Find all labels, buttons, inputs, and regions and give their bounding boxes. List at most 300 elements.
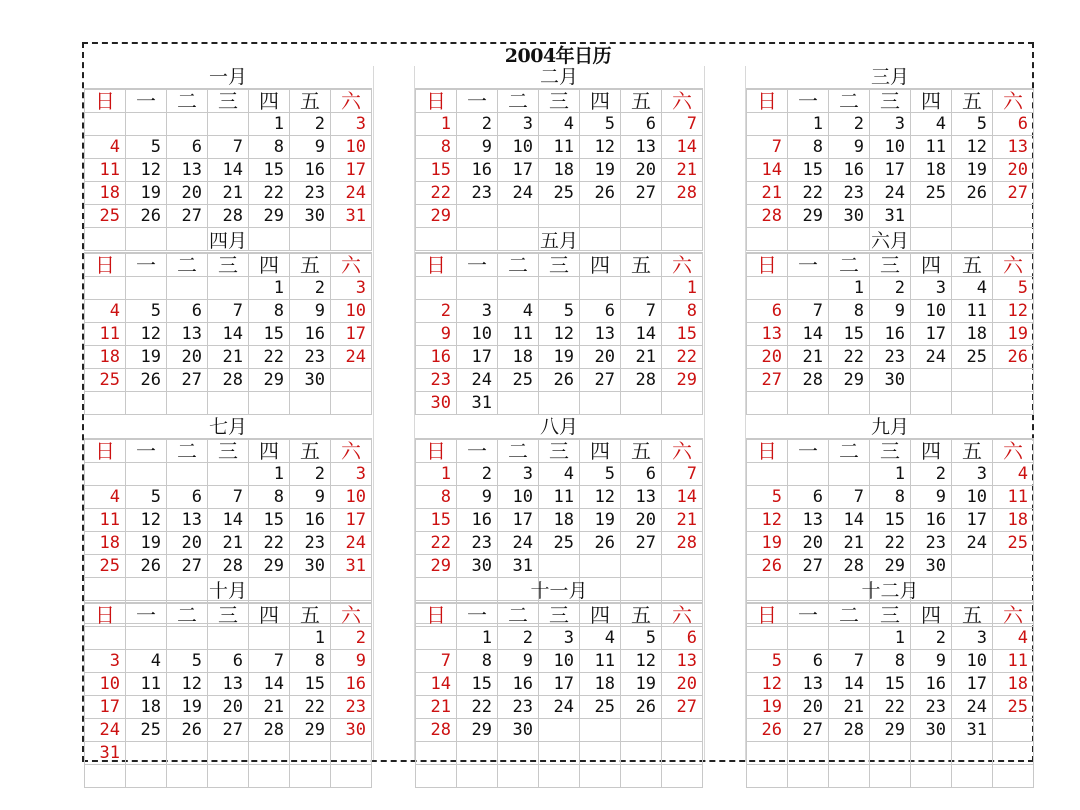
day-cell: 30 bbox=[290, 555, 331, 578]
weekday-label: 四 bbox=[911, 604, 952, 627]
weekday-label: 五 bbox=[621, 604, 662, 627]
day-cell: 12 bbox=[747, 673, 788, 696]
day-cell: 15 bbox=[788, 159, 829, 182]
day-cell: 25 bbox=[126, 719, 167, 742]
day-cell bbox=[621, 277, 662, 300]
week-row bbox=[85, 300, 372, 323]
day-cell: 19 bbox=[126, 182, 167, 205]
day-cell: 16 bbox=[331, 673, 372, 696]
day-cell: 12 bbox=[126, 509, 167, 532]
day-cell: 13 bbox=[580, 323, 621, 346]
day-cell: 28 bbox=[208, 205, 249, 228]
week-row bbox=[747, 346, 1034, 369]
day-cell: 22 bbox=[870, 696, 911, 719]
day-cell bbox=[911, 742, 952, 765]
weekday-label: 六 bbox=[662, 90, 703, 113]
day-cell bbox=[167, 463, 208, 486]
day-cell: 5 bbox=[993, 277, 1034, 300]
week-row bbox=[747, 509, 1034, 532]
week-row bbox=[416, 369, 703, 392]
day-cell: 5 bbox=[952, 113, 993, 136]
day-cell: 20 bbox=[993, 159, 1034, 182]
day-cell: 6 bbox=[167, 136, 208, 159]
day-cell: 21 bbox=[662, 159, 703, 182]
day-cell: 10 bbox=[952, 650, 993, 673]
weekday-label: 一 bbox=[457, 90, 498, 113]
week-row bbox=[85, 532, 372, 555]
day-cell bbox=[952, 392, 993, 415]
day-cell: 31 bbox=[498, 555, 539, 578]
day-cell: 6 bbox=[580, 300, 621, 323]
day-cell: 15 bbox=[662, 323, 703, 346]
day-cell: 17 bbox=[498, 159, 539, 182]
week-row bbox=[747, 673, 1034, 696]
day-cell: 9 bbox=[911, 486, 952, 509]
day-cell: 2 bbox=[911, 463, 952, 486]
day-cell bbox=[993, 555, 1034, 578]
day-cell: 15 bbox=[249, 159, 290, 182]
day-cell: 7 bbox=[829, 650, 870, 673]
day-cell bbox=[290, 742, 331, 765]
weekday-label: 三 bbox=[208, 604, 249, 627]
day-cell: 4 bbox=[993, 627, 1034, 650]
weekday-label: 一 bbox=[788, 604, 829, 627]
day-cell: 17 bbox=[457, 346, 498, 369]
day-cell bbox=[167, 277, 208, 300]
weekday-header-row bbox=[416, 440, 703, 463]
day-cell bbox=[126, 463, 167, 486]
day-cell: 9 bbox=[416, 323, 457, 346]
day-cell bbox=[126, 742, 167, 765]
weekday-label: 六 bbox=[331, 440, 372, 463]
week-row bbox=[747, 555, 1034, 578]
day-cell bbox=[911, 765, 952, 788]
week-row bbox=[85, 650, 372, 673]
day-cell: 24 bbox=[911, 346, 952, 369]
day-cell: 9 bbox=[457, 136, 498, 159]
day-cell: 15 bbox=[829, 323, 870, 346]
day-cell: 10 bbox=[85, 673, 126, 696]
day-cell: 10 bbox=[498, 136, 539, 159]
week-row bbox=[416, 300, 703, 323]
day-cell: 8 bbox=[457, 650, 498, 673]
day-cell: 17 bbox=[539, 673, 580, 696]
day-cell bbox=[580, 392, 621, 415]
weekday-label: 二 bbox=[829, 440, 870, 463]
day-cell bbox=[870, 392, 911, 415]
day-cell: 5 bbox=[580, 463, 621, 486]
day-cell: 16 bbox=[416, 346, 457, 369]
day-cell: 21 bbox=[208, 182, 249, 205]
day-cell: 15 bbox=[870, 673, 911, 696]
day-cell bbox=[539, 205, 580, 228]
day-cell: 10 bbox=[952, 486, 993, 509]
day-cell: 30 bbox=[829, 205, 870, 228]
weekday-label: 四 bbox=[580, 604, 621, 627]
day-cell bbox=[580, 205, 621, 228]
day-cell: 26 bbox=[952, 182, 993, 205]
day-cell bbox=[85, 277, 126, 300]
day-cell: 13 bbox=[662, 650, 703, 673]
month-title: 一月 bbox=[84, 66, 372, 89]
day-cell: 5 bbox=[126, 486, 167, 509]
day-cell bbox=[952, 555, 993, 578]
day-cell: 26 bbox=[747, 719, 788, 742]
day-cell: 24 bbox=[952, 532, 993, 555]
day-cell: 7 bbox=[249, 650, 290, 673]
day-cell: 23 bbox=[290, 182, 331, 205]
day-cell: 11 bbox=[580, 650, 621, 673]
week-row bbox=[747, 742, 1034, 765]
day-cell: 4 bbox=[539, 113, 580, 136]
day-cell: 25 bbox=[580, 696, 621, 719]
day-cell: 16 bbox=[911, 673, 952, 696]
day-cell bbox=[208, 463, 249, 486]
day-cell: 24 bbox=[870, 182, 911, 205]
weekday-label: 五 bbox=[290, 440, 331, 463]
weekday-label: 四 bbox=[911, 90, 952, 113]
week-row bbox=[416, 159, 703, 182]
weekday-label: 六 bbox=[993, 254, 1034, 277]
day-cell: 17 bbox=[952, 509, 993, 532]
day-cell: 15 bbox=[416, 509, 457, 532]
day-cell: 14 bbox=[662, 486, 703, 509]
day-cell: 17 bbox=[331, 323, 372, 346]
day-cell: 8 bbox=[416, 136, 457, 159]
day-cell: 16 bbox=[290, 323, 331, 346]
weekday-label: 三 bbox=[539, 440, 580, 463]
weekday-label: 三 bbox=[870, 604, 911, 627]
day-cell: 22 bbox=[249, 346, 290, 369]
week-row bbox=[85, 113, 372, 136]
day-cell: 25 bbox=[85, 369, 126, 392]
day-cell bbox=[539, 277, 580, 300]
day-cell: 19 bbox=[747, 696, 788, 719]
day-cell: 1 bbox=[416, 113, 457, 136]
day-cell: 12 bbox=[747, 509, 788, 532]
day-cell: 26 bbox=[539, 369, 580, 392]
day-cell bbox=[662, 765, 703, 788]
day-cell bbox=[498, 765, 539, 788]
weekday-label: 一 bbox=[126, 604, 167, 627]
day-cell: 8 bbox=[788, 136, 829, 159]
day-cell bbox=[249, 392, 290, 415]
day-cell bbox=[993, 719, 1034, 742]
day-cell: 7 bbox=[621, 300, 662, 323]
day-cell bbox=[126, 392, 167, 415]
day-cell bbox=[539, 742, 580, 765]
day-cell: 15 bbox=[457, 673, 498, 696]
day-cell: 29 bbox=[249, 555, 290, 578]
day-cell: 14 bbox=[208, 159, 249, 182]
week-row bbox=[747, 650, 1034, 673]
day-cell: 6 bbox=[662, 627, 703, 650]
month-title: 三月 bbox=[746, 66, 1034, 89]
day-cell: 4 bbox=[993, 463, 1034, 486]
day-cell: 26 bbox=[993, 346, 1034, 369]
day-cell: 30 bbox=[498, 719, 539, 742]
day-cell bbox=[580, 277, 621, 300]
weekday-label: 三 bbox=[208, 254, 249, 277]
week-row bbox=[416, 323, 703, 346]
day-cell: 8 bbox=[290, 650, 331, 673]
weekday-label: 四 bbox=[249, 440, 290, 463]
day-cell: 25 bbox=[952, 346, 993, 369]
day-cell: 10 bbox=[498, 486, 539, 509]
day-cell bbox=[167, 742, 208, 765]
day-cell bbox=[457, 277, 498, 300]
day-cell bbox=[498, 277, 539, 300]
day-cell bbox=[85, 392, 126, 415]
month-table bbox=[84, 603, 372, 788]
day-cell bbox=[331, 742, 372, 765]
weekday-label: 五 bbox=[290, 90, 331, 113]
week-row bbox=[85, 323, 372, 346]
weekday-label: 一 bbox=[788, 440, 829, 463]
day-cell: 24 bbox=[952, 696, 993, 719]
day-cell bbox=[829, 765, 870, 788]
day-cell bbox=[747, 113, 788, 136]
day-cell: 4 bbox=[85, 486, 126, 509]
month-title: 十月 bbox=[84, 580, 372, 603]
day-cell: 29 bbox=[290, 719, 331, 742]
day-cell bbox=[416, 765, 457, 788]
day-cell: 28 bbox=[788, 369, 829, 392]
weekday-header-row bbox=[416, 90, 703, 113]
day-cell: 21 bbox=[249, 696, 290, 719]
day-cell bbox=[952, 765, 993, 788]
day-cell: 23 bbox=[416, 369, 457, 392]
day-cell: 28 bbox=[249, 719, 290, 742]
weekday-label: 一 bbox=[126, 440, 167, 463]
day-cell: 28 bbox=[416, 719, 457, 742]
week-row bbox=[416, 277, 703, 300]
weekday-label: 日 bbox=[85, 440, 126, 463]
day-cell: 3 bbox=[911, 277, 952, 300]
day-cell: 6 bbox=[747, 300, 788, 323]
day-cell: 2 bbox=[290, 113, 331, 136]
day-cell: 26 bbox=[126, 205, 167, 228]
month-title: 十一月 bbox=[415, 580, 703, 603]
day-cell: 13 bbox=[621, 486, 662, 509]
day-cell: 3 bbox=[85, 650, 126, 673]
day-cell: 30 bbox=[290, 369, 331, 392]
week-row bbox=[85, 673, 372, 696]
day-cell: 18 bbox=[993, 509, 1034, 532]
day-cell: 29 bbox=[662, 369, 703, 392]
day-cell: 23 bbox=[498, 696, 539, 719]
day-cell: 11 bbox=[85, 509, 126, 532]
week-row bbox=[85, 159, 372, 182]
day-cell: 15 bbox=[416, 159, 457, 182]
day-cell: 8 bbox=[870, 486, 911, 509]
day-cell: 9 bbox=[331, 650, 372, 673]
day-cell: 21 bbox=[788, 346, 829, 369]
month-title: 六月 bbox=[746, 230, 1034, 253]
day-cell: 16 bbox=[911, 509, 952, 532]
day-cell: 17 bbox=[331, 159, 372, 182]
day-cell: 25 bbox=[911, 182, 952, 205]
day-cell bbox=[208, 113, 249, 136]
day-cell: 19 bbox=[539, 346, 580, 369]
weekday-label: 一 bbox=[457, 440, 498, 463]
day-cell: 24 bbox=[331, 346, 372, 369]
day-cell: 3 bbox=[498, 463, 539, 486]
day-cell bbox=[952, 205, 993, 228]
day-cell: 7 bbox=[208, 486, 249, 509]
month-table bbox=[746, 253, 1034, 415]
week-row bbox=[747, 159, 1034, 182]
weekday-label: 一 bbox=[457, 604, 498, 627]
weekday-label: 日 bbox=[747, 604, 788, 627]
day-cell: 3 bbox=[952, 463, 993, 486]
weekday-label: 三 bbox=[208, 440, 249, 463]
day-cell: 29 bbox=[249, 205, 290, 228]
day-cell: 7 bbox=[208, 300, 249, 323]
day-cell: 28 bbox=[621, 369, 662, 392]
day-cell: 1 bbox=[870, 627, 911, 650]
day-cell bbox=[621, 392, 662, 415]
day-cell: 30 bbox=[870, 369, 911, 392]
weekday-label: 一 bbox=[126, 90, 167, 113]
day-cell: 5 bbox=[621, 627, 662, 650]
weekday-label: 五 bbox=[952, 440, 993, 463]
day-cell: 20 bbox=[788, 532, 829, 555]
day-cell: 20 bbox=[167, 182, 208, 205]
week-row bbox=[416, 765, 703, 788]
day-cell bbox=[993, 392, 1034, 415]
day-cell bbox=[208, 627, 249, 650]
day-cell: 31 bbox=[331, 555, 372, 578]
day-cell: 27 bbox=[208, 719, 249, 742]
day-cell: 25 bbox=[539, 532, 580, 555]
day-cell: 29 bbox=[870, 555, 911, 578]
weekday-header-row bbox=[747, 440, 1034, 463]
week-row bbox=[416, 555, 703, 578]
day-cell bbox=[788, 392, 829, 415]
day-cell bbox=[208, 392, 249, 415]
day-cell bbox=[870, 742, 911, 765]
day-cell bbox=[747, 742, 788, 765]
day-cell: 3 bbox=[952, 627, 993, 650]
day-cell: 27 bbox=[167, 205, 208, 228]
week-row bbox=[747, 392, 1034, 415]
day-cell: 8 bbox=[829, 300, 870, 323]
weekday-header-row bbox=[85, 440, 372, 463]
day-cell bbox=[911, 369, 952, 392]
day-cell: 13 bbox=[993, 136, 1034, 159]
day-cell: 2 bbox=[870, 277, 911, 300]
day-cell: 27 bbox=[788, 719, 829, 742]
day-cell: 21 bbox=[829, 532, 870, 555]
day-cell: 20 bbox=[167, 532, 208, 555]
day-cell: 14 bbox=[416, 673, 457, 696]
week-row bbox=[85, 463, 372, 486]
month-table bbox=[415, 603, 703, 788]
day-cell: 6 bbox=[167, 486, 208, 509]
day-cell: 31 bbox=[85, 742, 126, 765]
day-cell: 25 bbox=[85, 205, 126, 228]
day-cell: 23 bbox=[911, 696, 952, 719]
day-cell: 21 bbox=[662, 509, 703, 532]
day-cell: 7 bbox=[208, 136, 249, 159]
day-cell: 13 bbox=[788, 509, 829, 532]
day-cell: 26 bbox=[126, 369, 167, 392]
day-cell: 6 bbox=[621, 463, 662, 486]
day-cell bbox=[85, 463, 126, 486]
day-cell: 16 bbox=[829, 159, 870, 182]
day-cell: 29 bbox=[416, 555, 457, 578]
week-row bbox=[416, 182, 703, 205]
week-row bbox=[747, 532, 1034, 555]
day-cell: 28 bbox=[208, 369, 249, 392]
day-cell: 19 bbox=[952, 159, 993, 182]
month-table bbox=[84, 253, 372, 415]
week-row bbox=[85, 627, 372, 650]
week-row bbox=[416, 463, 703, 486]
weekday-label: 日 bbox=[85, 254, 126, 277]
weekday-label: 一 bbox=[788, 254, 829, 277]
day-cell: 5 bbox=[167, 650, 208, 673]
week-row bbox=[85, 765, 372, 788]
day-cell bbox=[993, 369, 1034, 392]
weekday-label: 五 bbox=[290, 254, 331, 277]
day-cell: 11 bbox=[498, 323, 539, 346]
weekday-label: 六 bbox=[993, 440, 1034, 463]
weekday-label: 六 bbox=[662, 440, 703, 463]
week-row bbox=[416, 532, 703, 555]
day-cell: 16 bbox=[498, 673, 539, 696]
day-cell: 22 bbox=[249, 182, 290, 205]
day-cell bbox=[662, 555, 703, 578]
day-cell: 28 bbox=[747, 205, 788, 228]
weekday-label: 六 bbox=[331, 254, 372, 277]
day-cell: 13 bbox=[208, 673, 249, 696]
day-cell: 25 bbox=[993, 532, 1034, 555]
day-cell: 2 bbox=[290, 277, 331, 300]
weekday-label: 六 bbox=[993, 90, 1034, 113]
week-row bbox=[747, 463, 1034, 486]
weekday-label: 五 bbox=[621, 254, 662, 277]
weekday-label: 日 bbox=[416, 254, 457, 277]
weekday-label: 四 bbox=[249, 90, 290, 113]
day-cell: 8 bbox=[249, 136, 290, 159]
day-cell bbox=[662, 392, 703, 415]
day-cell: 26 bbox=[621, 696, 662, 719]
weekday-label: 三 bbox=[870, 254, 911, 277]
day-cell: 21 bbox=[747, 182, 788, 205]
week-row bbox=[416, 719, 703, 742]
day-cell bbox=[829, 392, 870, 415]
day-cell bbox=[539, 719, 580, 742]
day-cell: 14 bbox=[788, 323, 829, 346]
weekday-header-row bbox=[85, 254, 372, 277]
weekday-label: 日 bbox=[85, 604, 126, 627]
day-cell: 17 bbox=[85, 696, 126, 719]
day-cell: 1 bbox=[829, 277, 870, 300]
day-cell bbox=[290, 392, 331, 415]
week-row bbox=[747, 486, 1034, 509]
day-cell: 23 bbox=[870, 346, 911, 369]
day-cell: 8 bbox=[249, 486, 290, 509]
weekday-label: 日 bbox=[416, 90, 457, 113]
day-cell: 30 bbox=[911, 719, 952, 742]
day-cell: 6 bbox=[621, 113, 662, 136]
day-cell: 11 bbox=[539, 136, 580, 159]
week-row bbox=[416, 742, 703, 765]
day-cell: 10 bbox=[331, 300, 372, 323]
weekday-header-row bbox=[747, 254, 1034, 277]
